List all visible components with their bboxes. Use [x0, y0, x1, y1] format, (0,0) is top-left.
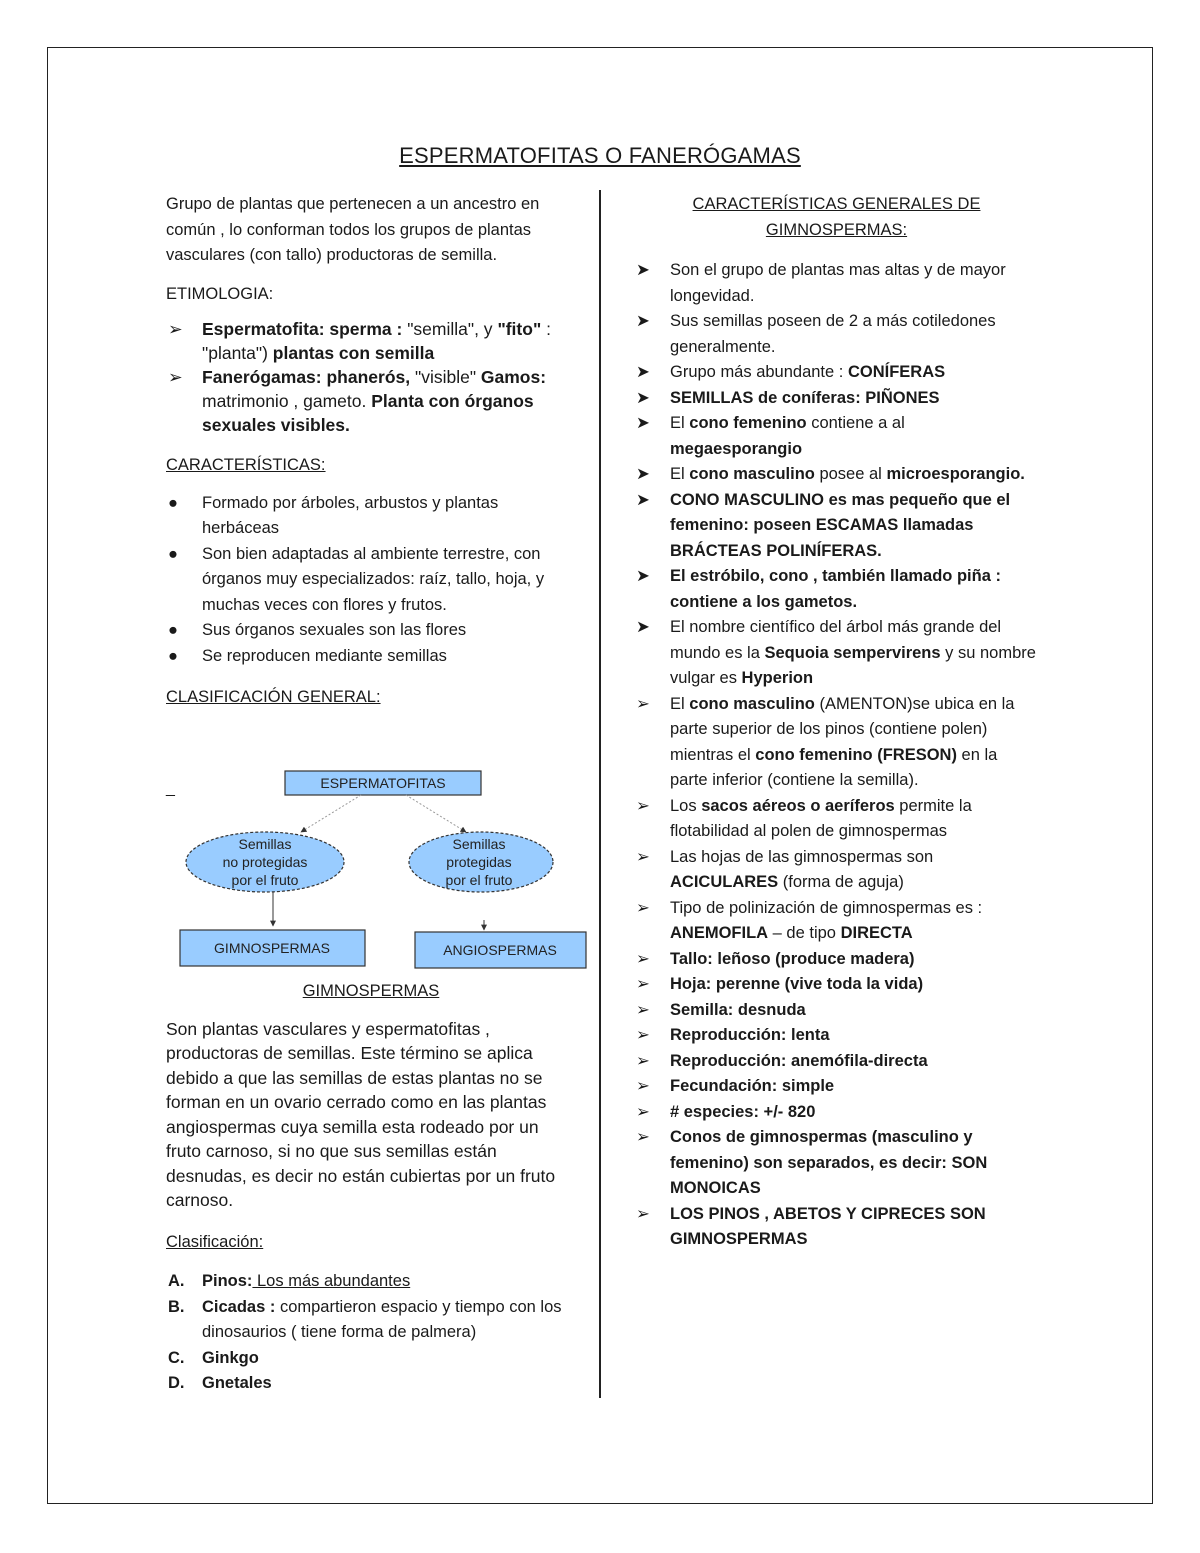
text: (AMENTON)se ubica en la parte superior de los pinos (contiene polen) mientras el [670, 694, 1015, 764]
left-ellipse-line: Semillas [238, 836, 292, 852]
left-column [166, 192, 576, 711]
gimnospermas-heading: GIMNOSPERMAS [302, 982, 440, 1000]
bold-text: CONÍFERAS [847, 363, 946, 381]
bold-text: El estróbilo, cono , también llamado piña : contiene a los gametos. [670, 567, 1001, 611]
left-ellipse-line: por el fruto [231, 872, 299, 888]
right-ellipse-line: por el fruto [445, 872, 513, 888]
list-item [634, 615, 1039, 692]
arrow-bullet-icon: ➢ [636, 975, 650, 993]
list-item [166, 1346, 576, 1372]
list-item [634, 692, 1039, 794]
arrow-bullet-icon: ➤ [636, 414, 650, 432]
list-item [166, 1295, 576, 1346]
text: El nombre científico del árbol más grande del mundo es la [670, 618, 1002, 662]
list-item [634, 1100, 1039, 1126]
bold-text: Reproducción: anemófila-directa [670, 1051, 928, 1070]
etym-text: "visible" [410, 367, 481, 387]
etym-term: Gamos: [480, 367, 547, 387]
bold-text: cono femenino [689, 414, 807, 432]
text: y su nombre vulgar es [670, 643, 1036, 687]
page-title: ESPERMATOFITAS O FANERÓGAMAS [399, 143, 801, 168]
arrow-bullet-icon: ➢ [168, 367, 183, 387]
text: en la parte inferior (contiene la semilla). [670, 745, 998, 789]
arrow-bullet-icon: ➢ [636, 898, 650, 917]
list-item-term: Ginkgo [202, 1348, 259, 1367]
list-item [634, 309, 1039, 360]
arrow-bullet-icon: ➤ [636, 465, 650, 483]
right-heading-line1: CARACTERÍSTICAS GENERALES DE [692, 195, 981, 213]
right-box-label: ANGIOSPERMAS [443, 942, 557, 958]
list-item [634, 564, 1039, 615]
arrow-bullet-icon: ➢ [636, 694, 650, 713]
caracteristicas-generales-list [634, 258, 1039, 1253]
etym-term: Espermatofita: sperma : [202, 319, 403, 339]
list-item [166, 317, 576, 365]
list-item-term: Cicadas : [202, 1297, 276, 1316]
text: permite la flotabilidad al polen de gimnospermas [670, 796, 972, 840]
list-item [634, 1049, 1039, 1075]
list-marker: B. [168, 1297, 185, 1316]
etym-term: Planta con órganos sexuales visibles. [202, 391, 534, 435]
arrow-bullet-icon: ➤ [636, 567, 650, 585]
stray-dash: _ [166, 780, 175, 797]
text: (forma de aguja) [778, 873, 904, 891]
list-item-text: compartieron espacio y tiempo con los dinosaurios ( tiene forma de palmera) [202, 1297, 562, 1341]
list-item [634, 972, 1039, 998]
bold-text: cono femenino (FRESON) [755, 745, 957, 764]
arrow-bullet-icon: ➤ [636, 363, 650, 381]
list-item [634, 1125, 1039, 1202]
clasificacion-general-heading: CLASIFICACIÓN GENERAL: [166, 688, 381, 706]
clasificacion-list [166, 1269, 576, 1397]
arrow-bullet-icon: ➢ [636, 1077, 650, 1095]
arrow-bullet-icon: ➤ [636, 618, 650, 636]
bold-text: cono masculino [689, 465, 815, 483]
etym-text: "semilla", y [402, 319, 498, 339]
text: Son el grupo de plantas mas altas y de mayor longevidad. [670, 261, 1006, 305]
list-item-term: Gnetales [202, 1374, 272, 1392]
arrow-bullet-icon: ➤ [636, 490, 650, 509]
text: posee al [814, 465, 887, 483]
right-heading-line2: GIMNOSPERMAS: [765, 220, 908, 239]
list-item-text: Se reproducen mediante semillas [202, 646, 447, 665]
connector-line [406, 795, 466, 832]
dot-bullet-icon: ● [168, 493, 178, 512]
list-item [634, 1202, 1039, 1253]
list-item [634, 360, 1039, 386]
intro-paragraph: Grupo de plantas que pertenecen a un ancestro en común , lo conforman todos los grupos de plantas vasculares (con tallo) productoras de semilla. [166, 195, 540, 264]
text: – de tipo [768, 924, 841, 942]
arrow-bullet-icon: ➢ [636, 796, 650, 815]
bold-text: sacos aéreos o aeríferos [701, 796, 895, 815]
list-marker: A. [168, 1272, 185, 1290]
bold-text: Reproducción: lenta [670, 1026, 830, 1044]
left-column-lower [166, 979, 576, 1397]
list-item [634, 1074, 1039, 1100]
bold-text: LOS PINOS , ABETOS Y CIPRECES SON GIMNOSPERMAS [670, 1204, 986, 1248]
list-item-text: Sus órganos sexuales son las flores [202, 621, 467, 639]
list-item [634, 462, 1039, 488]
clasificacion-heading: Clasificación: [166, 1232, 264, 1251]
bold-text: Sequoia sempervirens [764, 643, 941, 662]
arrow-bullet-icon: ➢ [636, 847, 650, 866]
bold-text: microesporangio. [886, 465, 1025, 483]
bold-text: Hoja: perenne (vive toda la vida) [670, 975, 924, 993]
list-item [634, 258, 1039, 309]
list-item [166, 365, 576, 437]
list-item [166, 644, 576, 670]
right-ellipse-line: Semillas [452, 836, 506, 852]
right-ellipse-line: protegidas [446, 854, 512, 870]
bold-text: Hyperion [741, 669, 814, 687]
etimologia-heading: ETIMOLOGIA: [166, 284, 274, 303]
bold-text: CONO MASCULINO es mas pequeño que el femenino: poseen ESCAMAS llamadas BRÁCTEAS POLINÍFERAS. [670, 490, 1011, 560]
text: Sus semillas poseen de 2 a más cotiledones generalmente. [670, 312, 996, 356]
text: El [670, 414, 690, 432]
list-item [166, 1371, 576, 1397]
bold-text: megaesporangio [670, 439, 803, 458]
bold-text: Fecundación: simple [670, 1077, 835, 1095]
list-item [634, 794, 1039, 845]
gimnospermas-paragraph: Son plantas vasculares y espermatofitas , productoras de semillas. Este término se aplica debido a que las semillas de estas plantas no se forman en un ovario cerrado como en las plantas angiospermas cuya semilla esta rodeado por un fruto carnoso, si no que sus semillas están desnudas, es decir no están cubiertas por un fruto carnoso. [166, 1018, 556, 1210]
text: contiene a al [806, 414, 905, 432]
list-item [166, 542, 576, 619]
arrow-bullet-icon: ➢ [636, 1051, 650, 1070]
arrow-bullet-icon: ➢ [636, 1026, 650, 1044]
left-box-label: GIMNOSPERMAS [214, 940, 330, 956]
list-item [634, 947, 1039, 973]
bold-text: cono masculino [689, 694, 815, 713]
arrow-bullet-icon: ➢ [168, 319, 183, 339]
text: Las hojas de las gimnospermas son [670, 847, 934, 866]
bold-text: Conos de gimnospermas (masculino y femenino) son separados, es decir: SON MONOICAS [670, 1128, 988, 1197]
list-item [166, 491, 576, 542]
list-item [166, 618, 576, 644]
list-marker: C. [168, 1348, 185, 1367]
bold-text: # especies: +/- 820 [670, 1102, 816, 1121]
arrow-bullet-icon: ➤ [636, 388, 650, 407]
text: El [670, 465, 690, 483]
list-item-text: Los más abundantes [252, 1272, 411, 1290]
arrow-bullet-icon: ➤ [636, 312, 650, 330]
arrow-bullet-icon: ➢ [636, 1000, 650, 1019]
list-item [634, 488, 1039, 565]
classification-diagram [166, 764, 596, 974]
bold-text: SEMILLAS de coníferas: PIÑONES [670, 388, 940, 407]
text: Grupo más abundante : [670, 363, 848, 381]
connector-line [301, 795, 361, 832]
etym-term: plantas con semilla [272, 343, 435, 363]
list-item [166, 1269, 576, 1295]
caracteristicas-heading: CARACTERÍSTICAS: [166, 456, 326, 474]
list-item [634, 1023, 1039, 1049]
right-column [634, 192, 1039, 1253]
left-ellipse-line: no protegidas [222, 854, 308, 870]
etym-text: : "planta") [202, 319, 551, 363]
arrow-bullet-icon: ➤ [636, 261, 650, 279]
etym-term: "fito" [497, 319, 542, 339]
etym-term: Fanerógamas: phanerós, [202, 367, 411, 387]
bold-text: ACICULARES [670, 873, 779, 891]
root-label: ESPERMATOFITAS [320, 775, 446, 791]
etimologia-list [166, 317, 576, 437]
text: Tipo de polinización de gimnospermas es : [670, 898, 983, 917]
list-item-term: Pinos: [202, 1272, 253, 1290]
list-item [634, 896, 1039, 947]
bold-text: Semilla: desnuda [670, 1000, 806, 1019]
list-item [634, 411, 1039, 462]
dot-bullet-icon: ● [168, 544, 178, 563]
arrow-bullet-icon: ➢ [636, 1102, 650, 1121]
bold-text: DIRECTA [840, 924, 913, 942]
bold-text: ANEMOFILA [670, 924, 769, 942]
arrow-bullet-icon: ➢ [636, 1128, 650, 1146]
list-item-text: Formado por árboles, arbustos y plantas herbáceas [202, 493, 499, 537]
list-item [634, 998, 1039, 1024]
text: El [670, 694, 690, 713]
list-item [634, 386, 1039, 412]
caracteristicas-list [166, 491, 576, 670]
arrow-bullet-icon: ➢ [636, 1204, 650, 1223]
text: Los [670, 796, 702, 815]
arrow-bullet-icon: ➢ [636, 949, 650, 968]
dot-bullet-icon: ● [168, 621, 178, 639]
list-marker: D. [168, 1374, 185, 1392]
column-divider [599, 190, 601, 1398]
bold-text: Tallo: leñoso (produce madera) [670, 949, 915, 968]
list-item [634, 845, 1039, 896]
etym-text: matrimonio , gameto. [202, 391, 372, 411]
list-item-text: Son bien adaptadas al ambiente terrestre, con órganos muy especializados: raíz, tallo, hoja, y muchas veces con flores y frutos. [202, 544, 545, 614]
dot-bullet-icon: ● [168, 646, 178, 665]
